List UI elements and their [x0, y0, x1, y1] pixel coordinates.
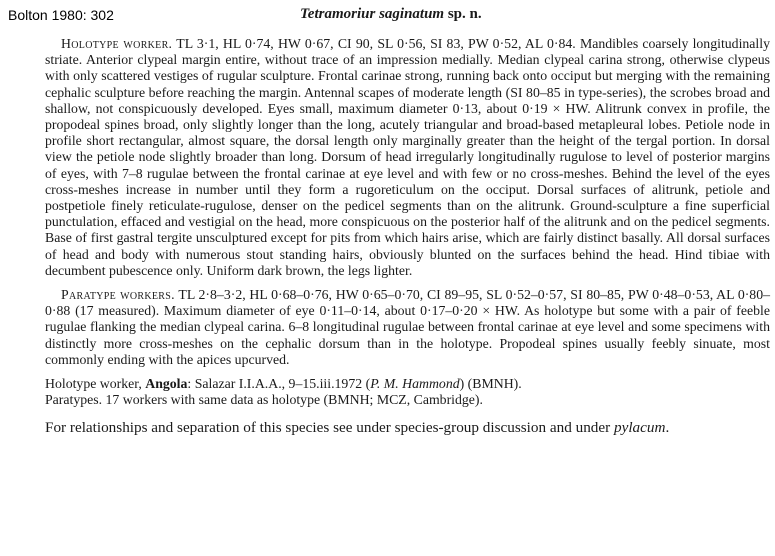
remarks-text: For relationships and separation of this species see under species-group discussion and under: [45, 418, 611, 436]
paratype-text: TL 2·8–3·2, HL 0·68–0·76, HW 0·65–0·70, CI 89–95, SL 0·52–0·57, SI 80–85, PW 0·48–0·53, AL 0·80–0·88 (17 measured). Maximum diameter of eye 0·11–0·14, about 0·17–0·20 × HW. As holotype but some with a pair of feeble rugulae flanking the median clypeal carina. 6–8 longitudinal rugulae between frontal carinae at eye level and some specimens with distinctly more cross-meshes on the cephalic dorsum than in the holotype. Propodeal spines usually feebly sinuate, most commonly ending with the apices upcurved.: [45, 287, 771, 367]
source-citation: Bolton 1980: 302: [8, 7, 114, 23]
remarks-end: .: [665, 418, 670, 436]
type-material: [45, 376, 770, 409]
holotype-heading: Holotype worker.: [61, 36, 173, 51]
new-species-marker: sp. n.: [447, 6, 482, 22]
species-title: [300, 6, 482, 23]
genus-name: Tetramoriur: [300, 6, 376, 22]
country-name: Angola: [145, 376, 188, 392]
description-body: [45, 36, 770, 437]
paratype-description: [45, 287, 770, 368]
holotype-material-prefix: Holotype worker,: [45, 376, 142, 392]
holotype-text: Mandibles coarsely longitudinally striate. Anterior clypeal margin entire, without trace of an impression medially. Median clypeal carina strong, otherwise clypeus with only scattered vestiges of rugular sculpture. Frontal carinae strong, running back onto occiput but merging with the remaining cephalic sculpture before reaching the margin. Antennal scapes of moderate length (SI 80–85 in type-series), the scrobes broad and shallow, not conspicuously developed. Eyes small, maximum diameter 0·13, about 0·19 × HW. Alitrunk convex in profile, the propodeal spines broad, only slightly longer than the long, acutely triangular and broad-based metapleural lobes. Petiole node in profile short rectangular, almost square, the dorsal length only marginally greater than the height of the tergal portion. In dorsal view the petiole node slightly broader than long. Dorsum of head irregularly longitudinally rugulose to level of posterior margins of eyes, with 7–8 rugulae between the frontal carinae at eye level and with few or no cross-meshes. Behind the level of the eyes cross-meshes increase in number until they form a rugoreticulum on the occiput. Dorsal surfaces of alitrunk, petiole and postpetiole finely reticulate-rugulose, denser on the pedicel segments than on the alitrunk. Ground-sculpture a fine superficial punctulation, effaced and vestigial on the head, more conspicuous on the posterior half of the alitrunk and on the pedicel segments. Base of first gastral tergite unsculptured except for pits from which hairs arise, which are fairly distinct basally. All dorsal surfaces of head and body with numerous stout standing hairs, obviously blunted on the surfaces behind the head. Hind tibiae with decumbent pubescence only. Uniform dark brown, the legs lighter.: [45, 36, 770, 278]
holotype-measurements: TL 3·1, HL 0·74, HW 0·67, CI 90, SL 0·56, SI 83, PW 0·52, AL 0·84.: [176, 36, 576, 51]
paratype-heading: Paratype workers.: [61, 287, 175, 303]
holotype-description: [45, 36, 770, 279]
holotype-depository: ) (BMNH).: [459, 376, 522, 392]
remarks-species-ref: pylacum: [613, 418, 666, 436]
holotype-locality: : Salazar I.I.A.A., 9–15.iii.1972 (: [187, 376, 371, 392]
collector-name: P. M. Hammond: [370, 376, 460, 392]
paratype-material: Paratypes. 17 workers with same data as holotype (BMNH; MCZ, Cambridge).: [45, 392, 483, 408]
remarks-paragraph: [45, 419, 770, 437]
species-name: saginatum: [379, 6, 445, 22]
